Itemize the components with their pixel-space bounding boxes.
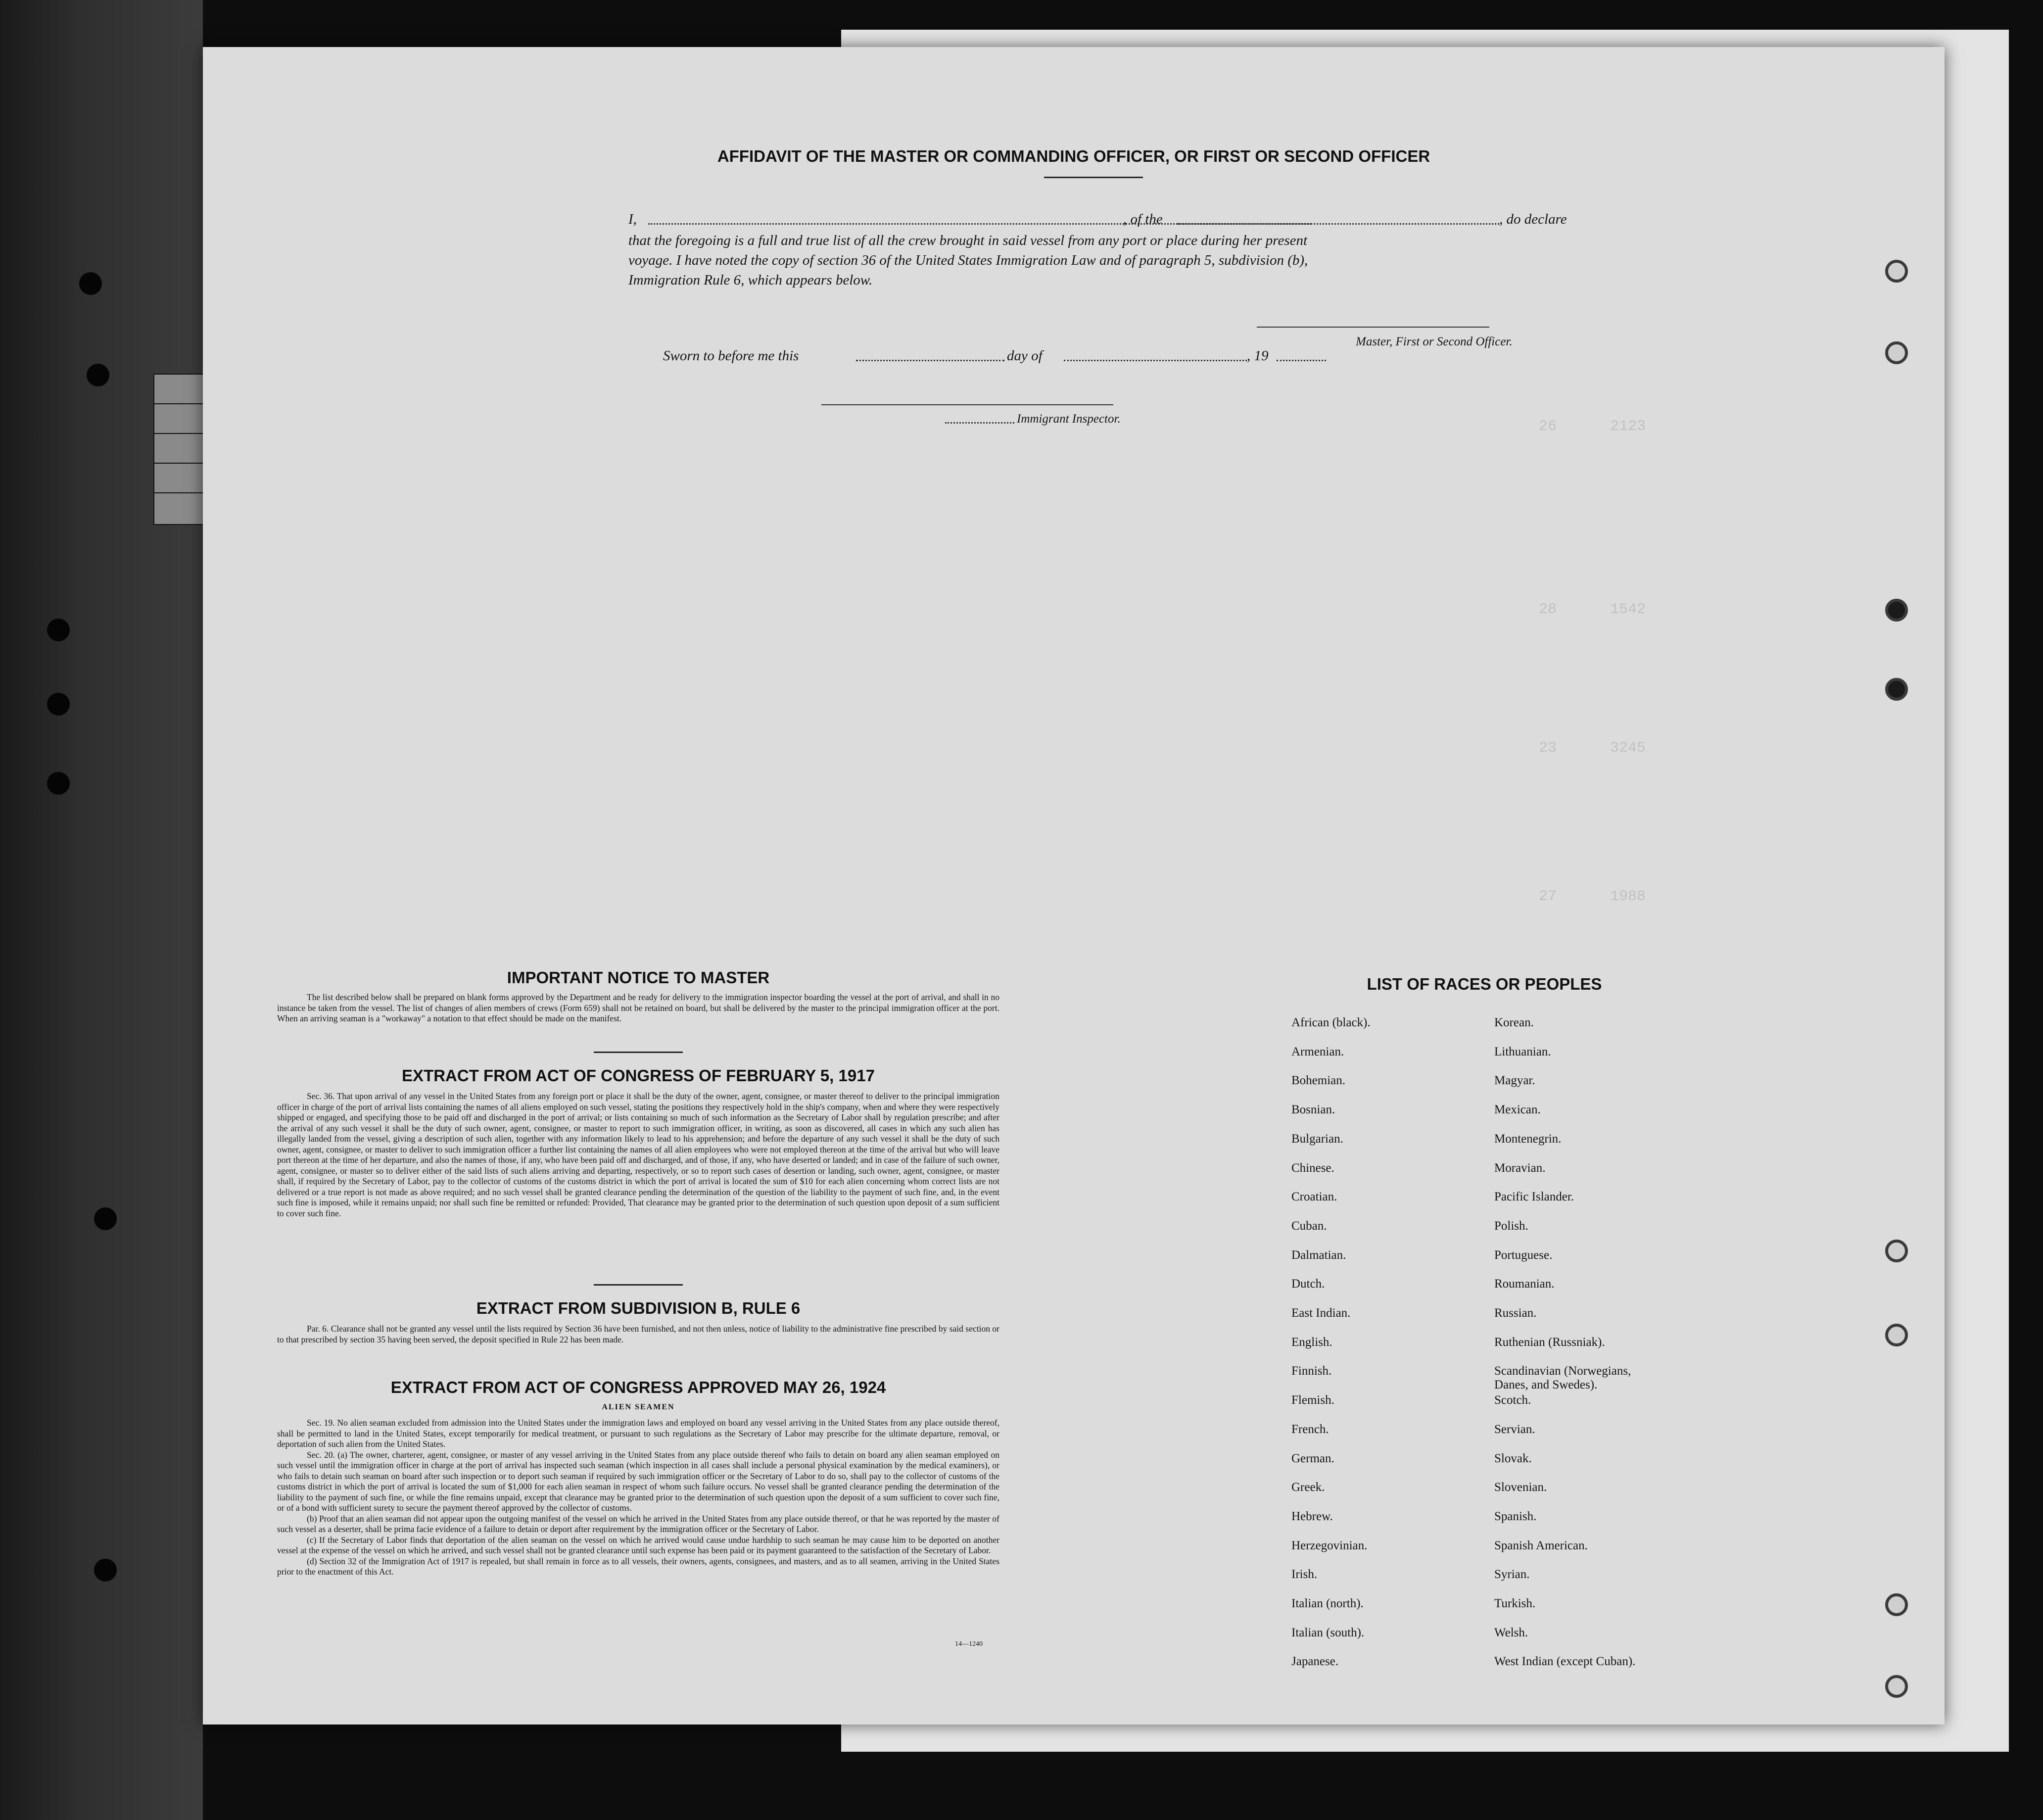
punch-hole bbox=[1885, 260, 1908, 283]
races-title: LIST OF RACES OR PEOPLES bbox=[1367, 975, 1602, 993]
race-item: Cuban. bbox=[1291, 1219, 1327, 1233]
alien-seamen-subtitle: ALIEN SEAMEN bbox=[602, 1403, 675, 1411]
race-item: Russian. bbox=[1494, 1306, 1537, 1320]
subdivision-b-text: Par. 6. Clearance shall not be granted any vessel until the lists required by Section 36 have been furnished, and not then unless, notice of liability to the administrative fine prescribed by said section or to that prescribed by section 35 having been served, the deposit specified in Rule 22 has been made. bbox=[277, 1324, 999, 1344]
punch-hole bbox=[1885, 1240, 1908, 1262]
title-rule bbox=[1044, 177, 1143, 178]
race-item: Chinese. bbox=[1291, 1161, 1334, 1175]
sec-20d: (d) Section 32 of the Immigration Act of 1917 is repealed, but shall remain in force as to all vessels, their owners, agents, consignees, and masters, and as to all seamen, arriving in the United States prior to the enactment of this Act. bbox=[277, 1556, 999, 1577]
punch-hole bbox=[1885, 1593, 1908, 1616]
punch-hole bbox=[1885, 341, 1908, 364]
race-item: Flemish. bbox=[1291, 1393, 1334, 1407]
race-item: Syrian. bbox=[1494, 1568, 1530, 1581]
race-item: African (black). bbox=[1291, 1016, 1371, 1029]
race-item: Scotch. bbox=[1494, 1393, 1531, 1407]
race-item: Mexican. bbox=[1494, 1103, 1541, 1117]
sworn-year: , 19 bbox=[1247, 348, 1269, 364]
notice-text: The list described below shall be prepared on blank forms approved by the Department and be ready for delivery to the immigration inspector boarding the vessel at the port of arrival, and shall in no instance be taken from the vessel. The list of changes of alien members of crews (Form 659) shall not be retained on board, but shall be delivered by the master to the principal immigration officer at the port. When an arriving seaman is a "workaway" a notation to that effect should be made on the manifest. bbox=[277, 992, 999, 1023]
notice-title: IMPORTANT NOTICE TO MASTER bbox=[507, 968, 770, 987]
race-item: Dalmatian. bbox=[1291, 1248, 1346, 1262]
binder-hole bbox=[47, 772, 70, 795]
race-item: Greek. bbox=[1291, 1481, 1325, 1494]
race-item: Magyar. bbox=[1494, 1074, 1535, 1088]
extract-1917-title: EXTRACT FROM ACT OF CONGRESS OF FEBRUARY 5, 1917 bbox=[402, 1066, 875, 1085]
race-item: Korean. bbox=[1494, 1016, 1534, 1029]
race-item: Moravian. bbox=[1494, 1161, 1546, 1175]
race-item: Japanese. bbox=[1291, 1655, 1339, 1669]
race-item: Servian. bbox=[1494, 1422, 1535, 1436]
race-item: Polish. bbox=[1494, 1219, 1528, 1233]
sec-20c: (c) If the Secretary of Labor finds that deportation of the alien seaman on the vessel on which he arrived would cause undue hardship to such seaman he may cause him to be deported on another vessel at the expense of the vessel on which he arrived, and such vessel shall not be granted clearance until such expense has been paid or its payment guaranteed to the satisfaction of the Secretary of Labor. bbox=[277, 1534, 999, 1555]
affidavit-title: AFFIDAVIT OF THE MASTER OR COMMANDING OFFICER, OR FIRST OR SECOND OFFICER bbox=[717, 147, 1430, 165]
inspector-label: Immigrant Inspector. bbox=[1017, 412, 1121, 426]
sworn-year-blank[interactable] bbox=[1277, 360, 1326, 361]
race-item: Welsh. bbox=[1494, 1626, 1528, 1639]
race-item: Turkish. bbox=[1494, 1597, 1536, 1610]
extract-1924-text bbox=[277, 1418, 999, 1578]
inspector-prefix-dots bbox=[945, 422, 1014, 424]
race-item: Croatian. bbox=[1291, 1190, 1337, 1204]
form-number: 14—1240 bbox=[955, 1640, 983, 1648]
race-item: Bohemian. bbox=[1291, 1074, 1346, 1088]
extract-rule bbox=[594, 1284, 683, 1286]
race-item: Armenian. bbox=[1291, 1045, 1344, 1058]
binder-hole bbox=[47, 693, 70, 716]
race-item: Pacific Islander. bbox=[1494, 1190, 1574, 1204]
race-item: East Indian. bbox=[1291, 1306, 1351, 1320]
binder-hole bbox=[47, 619, 70, 641]
punch-hole bbox=[1885, 678, 1908, 701]
sec-20a: Sec. 20. (a) The owner, charterer, agent, consignee, or master of any vessel arriving in the United States from any place outside thereof who fails to detain on board any alien seaman employed on such vessel until the immigration officer in charge at the port of arrival has inspected such seaman (which inspection in all cases shall include a personal physical examination by the medical examiners), or who fails to detain such seaman on board after such inspection or to deport such seaman if required by such immigration officer or the Secretary of Labor to do so, shall pay to the collector of customs of the customs district in which the port of arrival is located the sum of $1,000 for each alien seaman in respect of whom such failure occurs. No vessel shall be granted clearance pending the determination of the liability to the payment of such fine, or while the fine remains unpaid, except that clearance may be granted prior to the determination of such question upon the deposit of a sum sufficient to cover such fine, or of a bond with sufficient surety to secure the payment thereof approved by the collector of customs. bbox=[277, 1449, 999, 1513]
sec-20b: (b) Proof that an alien seaman did not appear upon the outgoing manifest of the vessel on which he arrived in the United States from any place outside thereof, or that he was reported by the master of such vessel as a deserter, shall be prima facie evidence of a failure to detain or deport after requirement by the immigration officer or the Secretary of Labor. bbox=[277, 1513, 999, 1534]
sec-19: Sec. 19. No alien seaman excluded from admission into the United States under the immigration laws and employed on board any vessel arriving in the United States from any place outside thereof, shall be permitted to land in the United States, except temporarily for medical treatment, or pursuant to such regulations as the Secretary of Labor may prescribe for the ultimate departure, removal, or deportation of such alien from the United States. bbox=[277, 1418, 999, 1449]
race-item: West Indian (except Cuban). bbox=[1494, 1655, 1636, 1669]
sworn-day-label: day of bbox=[1007, 348, 1043, 364]
race-item: Finnish. bbox=[1291, 1364, 1332, 1378]
race-item: German. bbox=[1291, 1451, 1334, 1465]
race-item: Bosnian. bbox=[1291, 1103, 1335, 1117]
race-item: Bulgarian. bbox=[1291, 1132, 1343, 1146]
race-item: Scandinavian (Norwegians, bbox=[1494, 1364, 1631, 1378]
race-item: French. bbox=[1291, 1422, 1329, 1436]
race-item: Spanish. bbox=[1494, 1509, 1537, 1523]
manifest-page: 26 2123 28 1542 23 3245 27 1988 AFFIDAVIT OF THE MASTER OR COMMANDING OFFICER, OR FIRST OR SECOND OFFICER I, , of the , do declare that the foregoing is a full and true list of all the crew brought in said vessel from any port or place during her present voyage. I have noted the copy of section 36 of the United States Immigration Law and of paragraph 5, subdivision (b), Immigration Rule 6, which appears below. Master, First or Second Officer. Sworn to before me this day of , 19 Immigrant Inspector. IMPORTANT NOTICE TO MASTER The list described below shall be prepared on blank forms approved by the Department and be ready for delivery to the immigration inspector boarding the vessel at the port of arrival, and shall in no instance be taken from the vessel. The list of changes of alien members of crews (Form 659) shall not be retained on board, but shall be delivered by the master to the principal immigration officer at the port. When an arriving seaman is a "workaway" a notation to that effect should be made on the manifest. EXTRACT FROM ACT OF CONGRESS OF FEBRUARY 5, 1917 Sec. 36. That upon arrival of any vessel in the United States from any foreign port or place it shall be the duty of the owner, agent, consignee, or master thereof to deliver to the principal immigration officer in charge of the port of arrival lists containing the names of all aliens employed on such vessel, stating the positions they respectively hold in the ship's company, when and where they were respectively shipped or engaged, and specifying those to be paid off and discharged in the port of arrival; or lists containing so much of such information as the Secretary of Labor shall by regulation prescribe; and after the arrival of any such vessel it shall be the duty of such owner, agent, consignee, or master to report to such immigration officer, in writing, as soon as discovered, all cases in which any such alien has illegally landed from the vessel, giving a description of such alien, together with any information likely to lead to his apprehension; and before the departure of any such vessel it shall be the duty of such owner, agent, consignee, or master to deliver to such immigration officer a further list containing the names of all alien employees who were not employed thereon at the time of the arrival but who will leave port thereon at the time of her departure, and also the names of those, if any, who have been paid off and discharged, and of those, if any, who have deserted or landed; and in case of the failure of such owner, agent, consignee, or master so to deliver either of the said lists of such aliens arriving and departing, respectively, or so to report such cases of desertion or landing, such owner, agent, consignee, or master shall, if required by the Secretary of Labor, pay to the collector of customs of the customs district in which the port of arrival is located the sum of $10 for each alien concerning whom correct lists are not delivered or a true report is not made as above required; and no such vessel shall be granted clearance pending the determination of the question of the liability to the payment of such fine, and, in the event such fine is imposed, while it remains unpaid; nor shall such fine be remitted or refunded: Provided, That clearance may be granted prior to the determination of such question upon deposit of a sum sufficient to cover such fine. EXTRACT FROM SUBDIVISION B, RULE 6 Par. 6. Clearance shall not be granted any vessel until the lists required by Section 36 have been furnished, and not then unless, notice of liability to the administrative fine prescribed by said section or to that prescribed by section 35 having been served, the deposit specified in Rule 22 has been made. EXTRACT FROM ACT OF CONGRESS APPROVED MAY 26, 1924 ALIEN SEAMEN Sec. 19. No alien seaman excluded from admission into the United States under the immigration laws and employed on board any vessel arriving in the United States from any place outside thereof, shall be permitted to land in the United States, except temporarily for medical treatment, or pursuant to such regulations as the Secretary of Labor may prescribe for the ultimate departure, removal, or deportation of such alien from the United States. Sec. 20. (a) The owner, charterer, agent, consignee, or master of any vessel arriving in the United States from any place outside thereof who fails to detain on board any alien seaman employed on such vessel until the immigration officer in charge at the port of arrival has inspected such seaman (which inspection in all cases shall include a personal physical examination by the medical examiners), or who fails to detain such seaman on board after such inspection or to deport such seaman if required by such immigration officer or the Secretary of Labor to do so, shall pay to the collector of customs of the customs district in which the port of arrival is located the sum of $1,000 for each alien seaman in respect of whom such failure occurs. No vessel shall be granted clearance pending the determination of the liability to the payment of such fine, or while the fine remains unpaid, except that clearance may be granted prior to the determination of such question upon the deposit of a sum sufficient to cover such fine, or of a bond with sufficient surety to secure the payment thereof approved by the collector of customs. (b) Proof that an alien seaman did not appear upon the outgoing manifest of the vessel on which he arrived in the United States from any place outside thereof, or that he was reported by the master of such vessel as a deserter, shall be prima facie evidence of a failure to detain or deport after requirement by the immigration officer or the Secretary of Labor. (c) If the Secretary of Labor finds that deportation of the alien seaman on the vessel on which he arrived would cause undue hardship to such seaman he may cause him to be deported on another vessel at the expense of the vessel on which he arrived, and such vessel shall not be granted clearance until such expense has been paid or its payment guaranteed to the satisfaction of the Secretary of Labor. (d) Section 32 of the Immigration Act of 1917 is repealed, but shall remain in force as to all vessels, their owners, agents, consignees, and masters, and as to all seamen, arriving in the United States prior to the enactment of this Act. 14—1240 LIST OF RACES OR PEOPLES African (black). Armenian. Bohemian. Bosnian. Bulgarian. Chinese. Croatian. Cuban. Dalmatian. Dutch. East Indian. English. Finnish. Flemish. French. German. Greek. Hebrew. Herzegovinian. Irish. Italian (north). Italian (south). Japanese. Korean. Lithuanian. Magyar. Mexican. Montenegrin. Moravian. Pacific Islander. Polish. Portuguese. Roumanian. Russian. Ruthenian (Russniak). Scandinavian (Norwegians, Danes, and Swedes). Scotch. Servian. Slovak. Slovenian. Spanish. Spanish American. Syrian. Turkish. Welsh. West Indian (except Cuban). bbox=[203, 47, 1945, 1724]
inspector-signature-line[interactable] bbox=[821, 404, 1113, 405]
punch-hole bbox=[1885, 1324, 1908, 1346]
vessel-blank[interactable] bbox=[1178, 223, 1499, 225]
race-item: Spanish American. bbox=[1494, 1538, 1588, 1552]
race-item: Herzegovinian. bbox=[1291, 1538, 1368, 1552]
master-label: Master, First or Second Officer. bbox=[1356, 335, 1513, 348]
race-item: Italian (south). bbox=[1291, 1626, 1365, 1639]
affidavit-of-the: , of the bbox=[1123, 211, 1163, 227]
race-item: Italian (north). bbox=[1291, 1597, 1364, 1610]
race-item: Dutch. bbox=[1291, 1277, 1325, 1291]
notice-rule bbox=[594, 1052, 683, 1053]
race-item: Danes, and Swedes). bbox=[1494, 1378, 1598, 1392]
punch-hole bbox=[1885, 1675, 1908, 1698]
race-item: Hebrew. bbox=[1291, 1509, 1333, 1523]
affidavit-line3: voyage. I have noted the copy of section 36 of the United States Immigration Law and of paragraph 5, subdivision (b), bbox=[628, 252, 1308, 268]
race-item: Slovak. bbox=[1494, 1451, 1532, 1465]
affidavit-line4: Immigration Rule 6, which appears below. bbox=[628, 272, 873, 288]
race-item: English. bbox=[1291, 1335, 1332, 1349]
race-item: Roumanian. bbox=[1494, 1277, 1555, 1291]
race-item: Portuguese. bbox=[1494, 1248, 1553, 1262]
sworn-prefix: Sworn to before me this bbox=[663, 348, 799, 364]
sworn-month-blank[interactable] bbox=[1064, 360, 1247, 361]
affidavit-line2: that the foregoing is a full and true list of all the crew brought in said vessel from any port or place during her present bbox=[628, 233, 1308, 248]
binder-hole bbox=[87, 364, 109, 386]
race-item: Ruthenian (Russniak). bbox=[1494, 1335, 1605, 1349]
race-item: Montenegrin. bbox=[1494, 1132, 1562, 1146]
subdivision-b-title: EXTRACT FROM SUBDIVISION B, RULE 6 bbox=[476, 1299, 801, 1317]
affidavit-i: I, bbox=[628, 211, 637, 227]
punch-hole bbox=[1885, 599, 1908, 622]
binder-hole bbox=[79, 272, 102, 295]
binder-edge bbox=[0, 0, 203, 1820]
race-item: Slovenian. bbox=[1494, 1481, 1547, 1494]
affidavit-declare: , do declare bbox=[1499, 211, 1567, 227]
extract-1924-title: EXTRACT FROM ACT OF CONGRESS APPROVED MAY 26, 1924 bbox=[390, 1378, 886, 1396]
binder-hole bbox=[94, 1207, 117, 1230]
extract-1917-text: Sec. 36. That upon arrival of any vessel in the United States from any foreign port or place it shall be the duty of the owner, agent, consignee, or master thereof to deliver to the principal immigration officer in charge of the port of arrival lists containing the names of all aliens employed on such vessel, stating the positions they respectively hold in the ship's company, when and where they were respectively shipped or engaged, and specifying those to be paid off and discharged in the port of arrival; or lists containing so much of such information as the Secretary of Labor shall by regulation prescribe; and after the arrival of any such vessel it shall be the duty of such owner, agent, consignee, or master to report to such immigration officer, in writing, as soon as discovered, all cases in which any such alien has illegally landed from the vessel, giving a description of such alien, together with any information likely to lead to his apprehension; and before the departure of any such vessel it shall be the duty of such owner, agent, consignee, or master to deliver to such immigration officer a further list containing the names of all alien employees who were not employed thereon at the time of the arrival but who will leave port thereon at the time of her departure, and also the names of those, if any, who have been paid off and discharged, and of those, if any, who have deserted or landed; and in case of the failure of such owner, agent, consignee, or master so to deliver either of the said lists of such aliens arriving and departing, respectively, or so to report such cases of desertion or landing, such owner, agent, consignee, or master shall, if required by the Secretary of Labor, pay to the collector of customs of the customs district in which the port of arrival is located the sum of $10 for each alien concerning whom correct lists are not delivered or a true report is not made as above required; and no such vessel shall be granted clearance pending the determination of the question of the liability to the payment of such fine, and, in the event such fine is imposed, while it remains unpaid; nor shall such fine be remitted or refunded: Provided, That clearance may be granted prior to the determination of such question upon deposit of a sum sufficient to cover such fine. bbox=[277, 1091, 999, 1218]
sworn-day-blank[interactable] bbox=[856, 360, 1004, 361]
binder-hole bbox=[94, 1559, 117, 1581]
race-item: Irish. bbox=[1291, 1568, 1318, 1581]
master-signature-line[interactable] bbox=[1257, 327, 1489, 328]
race-item: Lithuanian. bbox=[1494, 1045, 1551, 1058]
